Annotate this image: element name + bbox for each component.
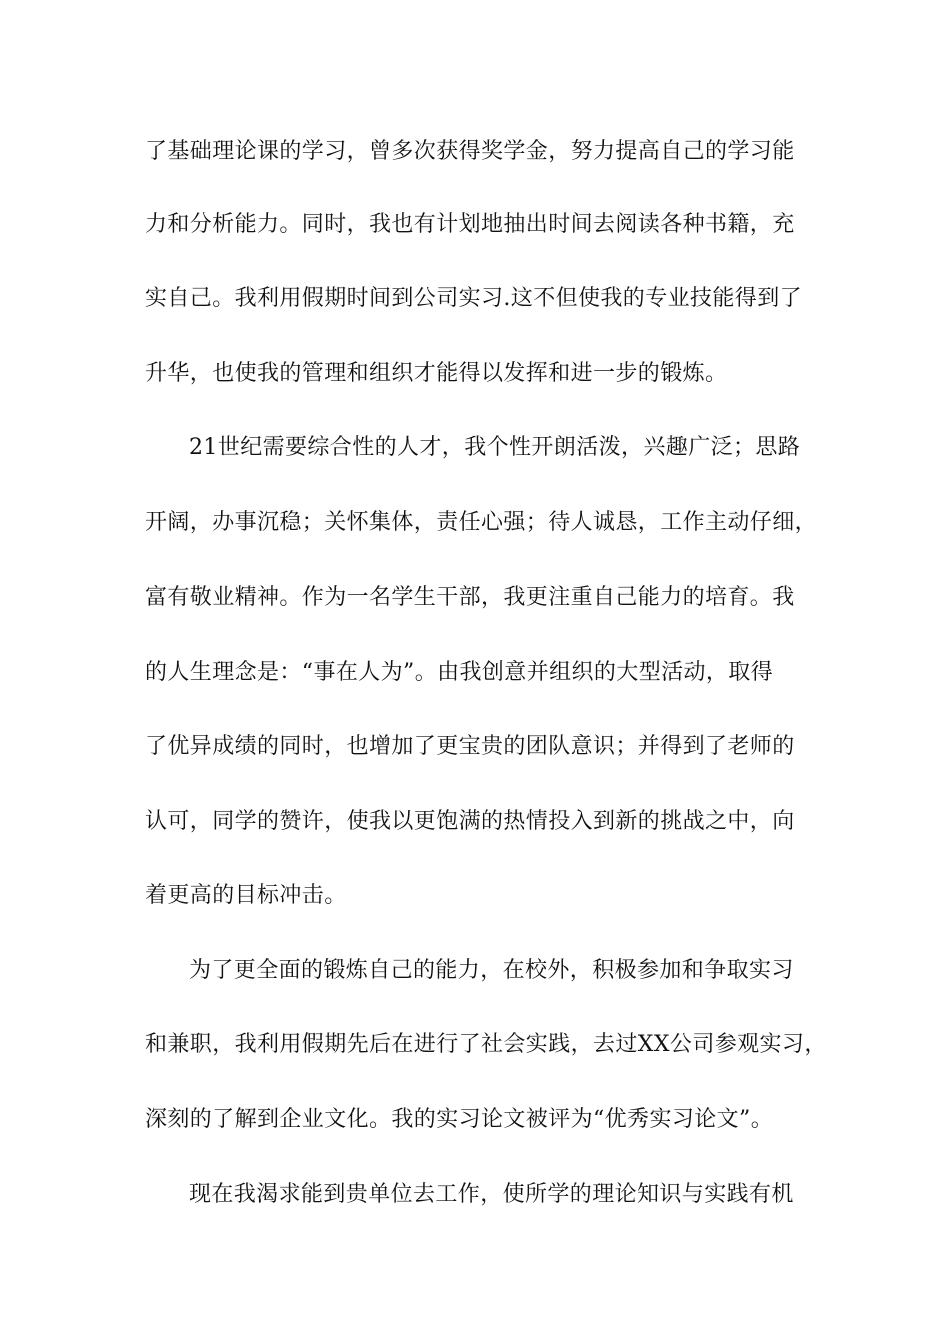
text-line-7: 富有敬业精神。作为一名学生干部，我更注重自己能力的培育。我 [145, 585, 795, 610]
paragraph-start-line: 为了更全面的锻炼自己的能力，在校外，积极参加和争取实习 [189, 958, 794, 983]
text-line-10: 认可，同学的赞许，使我以更饱满的热情投入到新的挑战之中，向 [145, 809, 795, 834]
text-line-14: 深刻的了解到企业文化。我的实习论文被评为“优秀实习论文”。 [145, 1107, 774, 1132]
text-line-8: 的人生理念是：“事在人为”。由我创意并组织的大型活动，取得 [145, 660, 774, 685]
text-line-4: 升华，也使我的管理和组织才能得以发挥和进一步的锻炼。 [145, 361, 728, 386]
text-line-9: 了优异成绩的同时，也增加了更宝贵的团队意识；并得到了老师的 [145, 734, 795, 759]
text-line-13: 和兼职，我利用假期先后在进行了社会实践，去过XX公司参观实习， [145, 1032, 827, 1057]
paragraph-start-line: 现在我渴求能到贵单位去工作，使所学的理论知识与实践有机 [189, 1182, 794, 1207]
paragraph-start-line: 21世纪需要综合性的人才，我个性开朗活泼，兴趣广泛；思路 [189, 435, 801, 460]
text-line-6: 开阔，办事沉稳；关怀集体，责任心强；待人诚恳，工作主动仔细， [145, 510, 818, 535]
text-line-1: 了基础理论课的学习，曾多次获得奖学金，努力提高自己的学习能 [145, 139, 795, 164]
text-line-11: 着更高的目标冲击。 [145, 883, 347, 908]
text-line-3: 实自己。我利用假期时间到公司实习.这不但使我的专业技能得到了 [145, 286, 802, 311]
text-line-2: 力和分析能力。同时，我也有计划地抽出时间去阅读各种书籍，充 [145, 212, 795, 237]
